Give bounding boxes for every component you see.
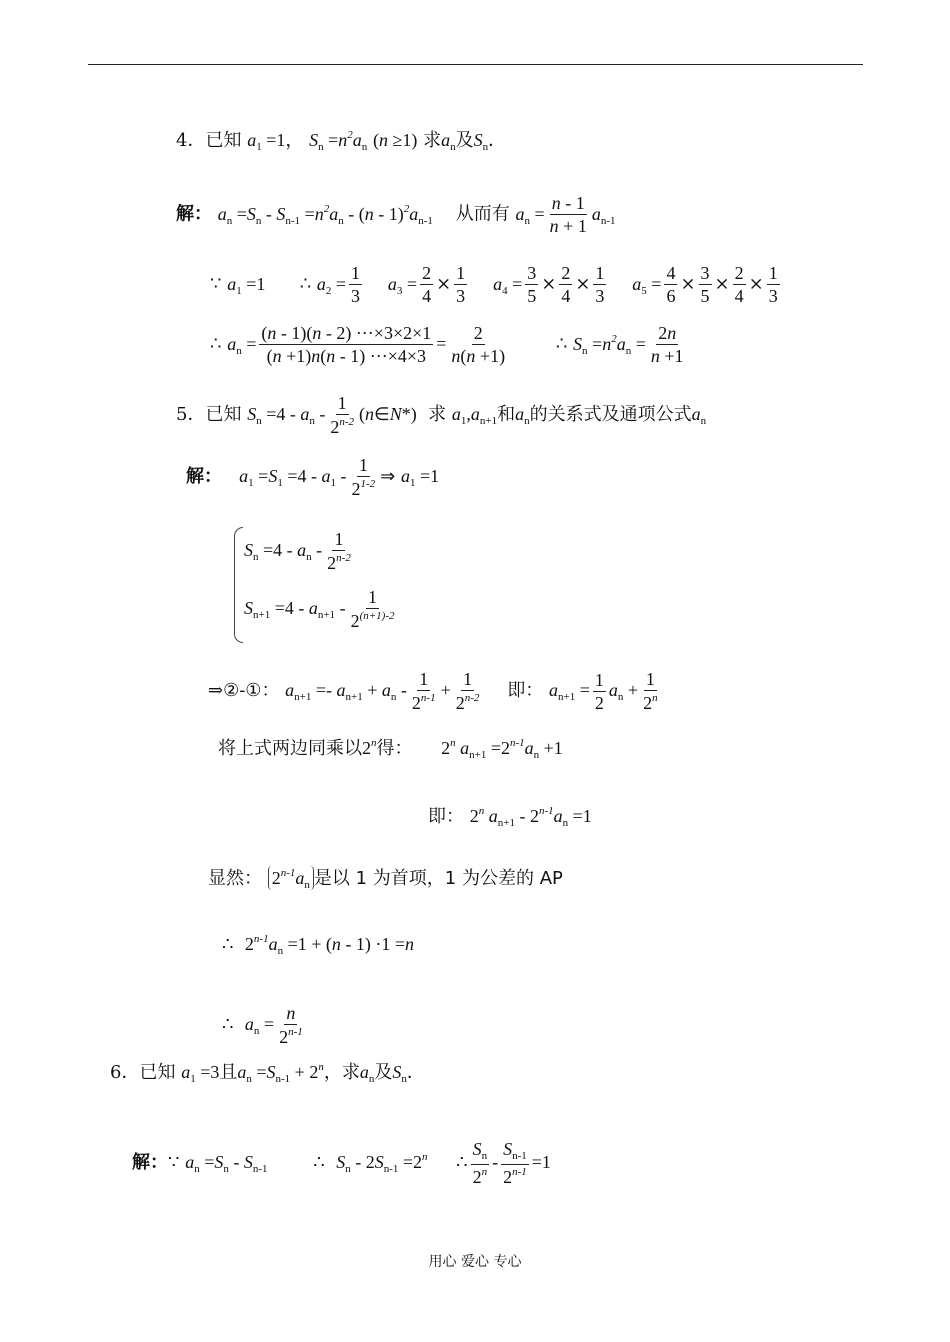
problem-4-statement: 4．已知 $a_1 =1$， $S_n =n^2a_n$ (n ≥1) 求$a_n$及$S_n$．	[176, 129, 507, 153]
problem-5-solution-line6: ∴ $2^{n-1}a_n =1 + (n - 1) \cdot 1 =n$	[222, 933, 415, 957]
problem-4-solution-line1: 解： $a_n =S_n - S_{n-1} =n^2a_n - (n - 1)^2a_{n-1}$ 从而有 $a_n$ = $\frac{n - 1}{n + 1}$ $a_{n-1}$	[176, 193, 616, 236]
page-footer: 用心 爱心 专心	[428, 1254, 522, 1270]
problem-4-solution-line3: ∴ $a_n$ = $\frac{(n - 1)(n - 2) \cdot\cdot\cdot\times 3\times 2\times 1}{(n +1)n(n - 1) \cdot\cdot\cdot\times 4\times 3}$ = $\frac{2}{n(n +1)}$ ∴ $S_n =n^2a_n$ = $\frac{2n}{n +1}$	[210, 323, 684, 366]
system-eq1: $S_n =4 - a_n$ - $\frac{1}{2^{n-2}}$	[244, 529, 351, 573]
problem-5-solution-line4: 即： 2$^n$ $a_{n+1} - 2^{n-1}a_n =1$	[428, 805, 592, 829]
problem-4-solution-line2: ∵ $a_1 =1$ ∴ $a_2$ = $\frac{1}{3}$ $a_3$ = $\frac{2}{4}$ × $\frac{1}{3}$ $a_4$ = $\frac{3}{5}$ × $\frac{2}{4}$ × $\frac{1}{3}$ $a_5$ = $\frac{4}{6}$ × $\frac{3}{5}$ × $\frac{2}{4}$ × $\frac{1}{3}$	[210, 263, 778, 306]
problem-5-solution-line1: 解： $a_1 =S_1 =4 - a_1$ - $\frac{1}{2^{1-2}}$ ⇒ $a_1 =1$	[186, 455, 440, 499]
problem-5-solution-line2: ⇒②-①： $a_{n+1} =- a_{n+1} + a_n$ - $\frac{1}{2^{n-1}}$ + $\frac{1}{2^{n-2}}$ 即： $a_{n+1}$ = $\frac{1}{2}$ $a_n$ + $\frac{1}{2^n}$	[208, 669, 658, 713]
system-brace	[234, 527, 243, 643]
problem-5-solution-line3: 将上式两边同乘以2$^n$得： 2$^n$ $a_{n+1} =2^{n-1}a_n +1$	[218, 737, 563, 761]
problem-5-solution-line7: ∴ $a_n$ = $\frac{n}{2^{n-1}}$	[222, 1003, 303, 1047]
problem-5-statement: 5．已知 $S_n =4 - a_n$ - $\frac{1}{2^{n-2}}$ (n∈N*) 求 $a_1,a_{n+1}$和$a_n$的关系式及通项公式$a_n$	[176, 393, 707, 437]
problem-5-solution-line5: 显然： $2^{n-1}a_n$ 是以 1 为首项，1 为公差的 AP	[208, 867, 563, 891]
problem-6-statement: 6．已知 $a_1 =3$且$a_n =S_{n-1} + 2^n$，求$a_n$及$S_n$．	[110, 1061, 425, 1085]
system-eq2: $S_{n+1} =4 - a_{n+1}$ - $\frac{1}{2^{(n+1)-2}}$	[244, 587, 395, 631]
problem-6-solution: 解：∵ $a_n =S_n - S_{n-1}$ ∴ $S_n - 2S_{n-1} =2^n$ ∴ $\frac{S_n}{2^n}$ - $\frac{S_{n-1}}{2^{n-1}}$ =1	[132, 1139, 551, 1187]
header-rule	[88, 64, 863, 65]
